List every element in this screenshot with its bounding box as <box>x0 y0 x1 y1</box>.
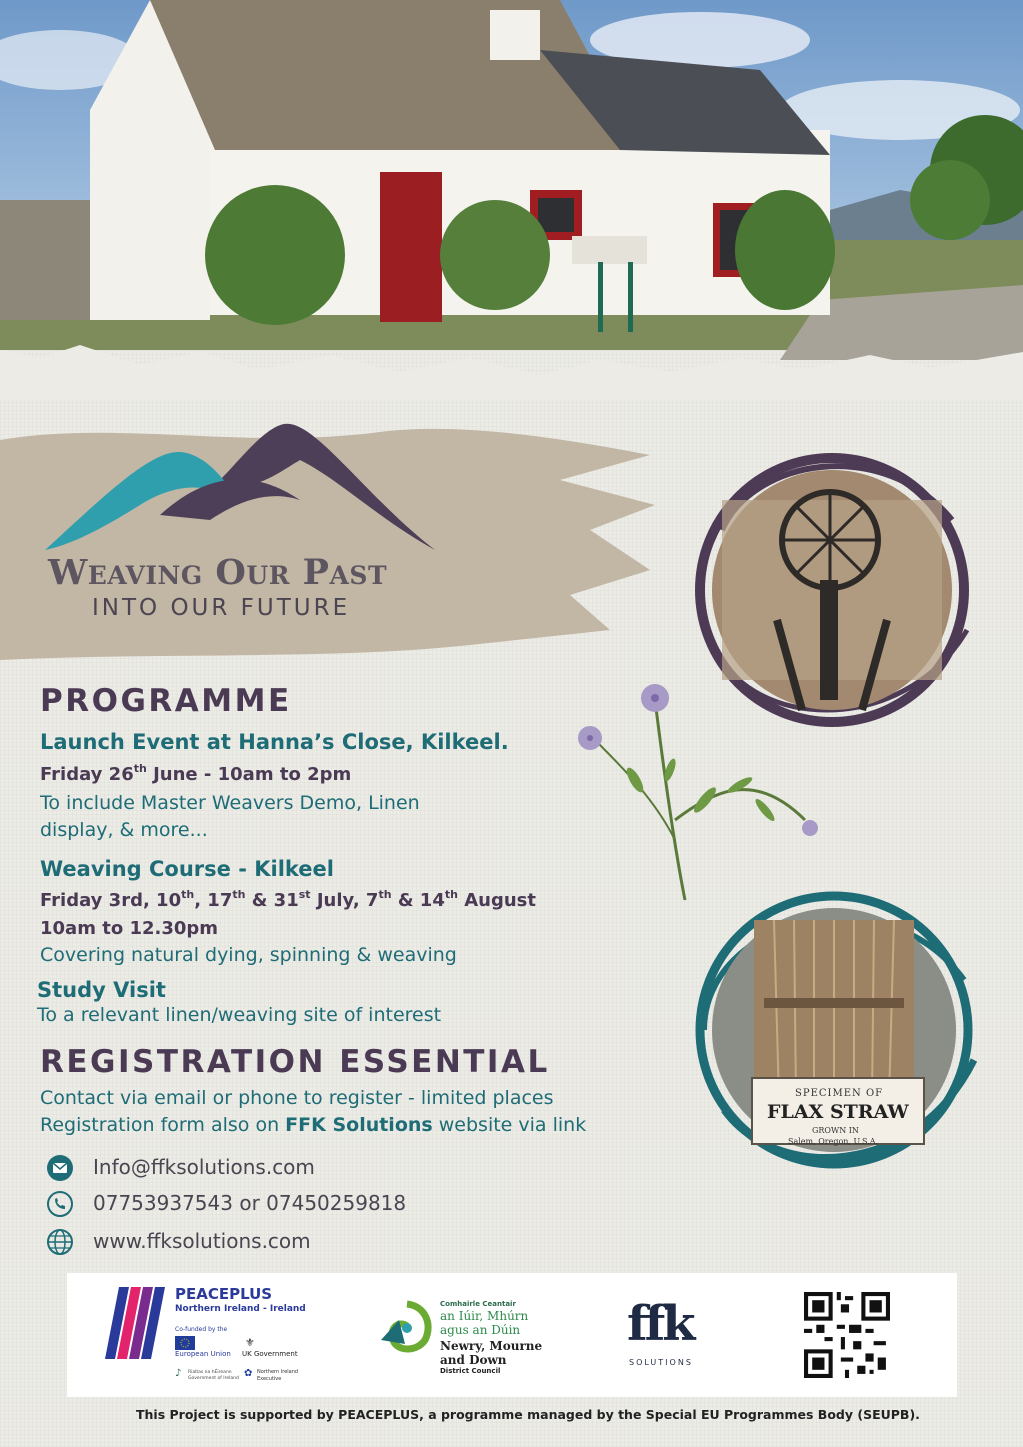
launch-date-suffix: June - 10am to 2pm <box>146 764 352 785</box>
flax-sign-line1: SPECIMEN OF <box>795 1088 884 1099</box>
course-sup-1: th <box>181 888 195 901</box>
rialtas-label: Rialtas na hÉireann <box>188 1370 232 1375</box>
council-en-line1: Newry, Mourne <box>440 1339 543 1353</box>
ffk-solutions-link[interactable]: FFK Solutions <box>285 1114 433 1136</box>
course-sup-5: th <box>444 888 458 901</box>
registration-line-2 <box>40 1112 586 1139</box>
course-date-d: July, 7 <box>310 890 379 911</box>
study-visit-desc: To a relevant linen/weaving site of interest <box>37 1004 442 1026</box>
council-ga-line1: Comhairle Ceantair <box>440 1300 516 1308</box>
launch-event-title: Launch Event at Hanna’s Close, Kilkeel. <box>40 730 509 754</box>
flax-flower-illustration <box>565 680 835 910</box>
rialtas-label-2: Government of Ireland <box>188 1376 239 1381</box>
ffk-logo-sub: SOLUTIONS <box>629 1358 693 1367</box>
course-sup-3: st <box>298 888 311 901</box>
ukgov-crest-icon: ⚜ <box>245 1336 255 1349</box>
launch-date-sup: th <box>133 762 147 775</box>
website-link[interactable]: www.ffksolutions.com <box>93 1229 311 1253</box>
weaving-course-title: Weaving Course - Kilkeel <box>40 857 334 881</box>
course-sup-4: th <box>378 888 392 901</box>
phone-numbers[interactable]: 07753937543 or 07450259818 <box>93 1191 407 1215</box>
qr-code-icon[interactable] <box>804 1292 890 1378</box>
registration-line-1: Contact via email or phone to register - limited places <box>40 1087 554 1109</box>
peaceplus-title: PEACEPLUS <box>175 1285 273 1303</box>
council-ga-line2: an Iúir, Mhúrn <box>440 1309 529 1323</box>
registration-heading: REGISTRATION ESSENTIAL <box>40 1044 550 1080</box>
ni-exec-label-2: Executive <box>257 1376 282 1382</box>
flax-sign-line4: Salem, Oregon, U.S.A. <box>788 1137 879 1146</box>
mountain-logo-icon <box>40 420 440 560</box>
flax-sign-line3: GROWN IN <box>812 1126 859 1135</box>
logo-title: Weaving Our Past <box>48 552 388 593</box>
course-date-b: , 17 <box>194 890 233 911</box>
launch-event-desc-1: To include Master Weavers Demo, Linen <box>40 792 420 814</box>
globe-icon <box>46 1228 74 1256</box>
weaving-course-dates <box>40 888 536 911</box>
launch-event-date <box>40 762 351 785</box>
email-icon <box>46 1154 74 1182</box>
cofunded-label: Co-funded by the <box>175 1326 228 1333</box>
peaceplus-subtitle: Northern Ireland - Ireland <box>175 1304 306 1314</box>
weaving-course-time: 10am to 12.30pm <box>40 918 219 939</box>
study-visit-title: Study Visit <box>37 978 166 1002</box>
council-en-line3: District Council <box>440 1367 501 1375</box>
course-sup-2: th <box>232 888 246 901</box>
peaceplus-stripes-logo <box>105 1287 165 1359</box>
launch-event-desc-2: display, & more... <box>40 819 208 841</box>
logo-subtitle: INTO OUR FUTURE <box>92 595 351 621</box>
weaving-course-desc: Covering natural dying, spinning & weaving <box>40 944 457 966</box>
eu-flag-icon <box>175 1336 195 1350</box>
eu-label: European Union <box>175 1350 231 1358</box>
phone-icon <box>46 1190 74 1218</box>
course-date-a: Friday 3rd, 10 <box>40 890 182 911</box>
course-date-c: & 31 <box>245 890 299 911</box>
programme-heading: PROGRAMME <box>40 683 292 719</box>
email-link[interactable]: Info@ffksolutions.com <box>93 1155 315 1179</box>
ffk-logo: ffk <box>627 1296 693 1352</box>
council-logo-icon <box>377 1300 435 1355</box>
footer-note: This Project is supported by PEACEPLUS, a programme managed by the Special EU Programmes Body (SEUPB). <box>136 1407 920 1422</box>
course-date-f: August <box>457 890 536 911</box>
course-date-e: & 14 <box>391 890 445 911</box>
registration-line2-prefix: Registration form also on <box>40 1114 286 1136</box>
council-en-line2: and Down <box>440 1353 507 1367</box>
registration-line2-suffix: website via link <box>432 1114 587 1136</box>
ukgov-label: UK Government <box>242 1350 298 1358</box>
flax-straw-photo <box>684 880 984 1180</box>
harp-icon: ♪ <box>175 1368 182 1379</box>
launch-date-text: Friday 26 <box>40 764 134 785</box>
flax-sign-line2: FLAX STRAW <box>767 1101 909 1123</box>
cottage-photo <box>0 0 1023 400</box>
ni-exec-label: Northern Ireland <box>257 1369 299 1375</box>
ni-exec-icon: ✿ <box>244 1368 253 1379</box>
council-ga-line3: agus an Dúin <box>440 1323 521 1337</box>
